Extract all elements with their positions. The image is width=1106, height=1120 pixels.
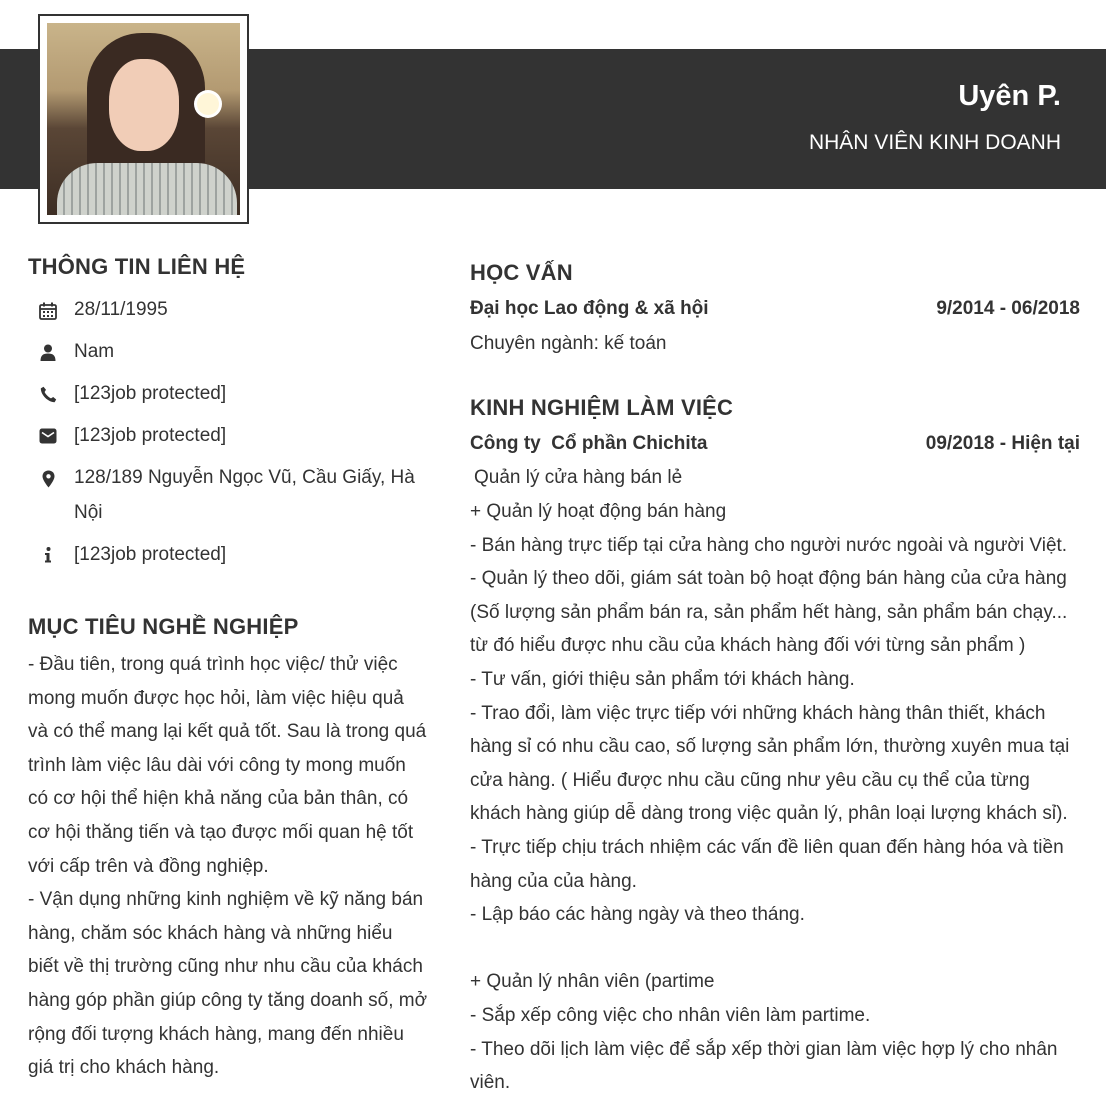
info-icon <box>38 537 58 563</box>
contact-info: [123job protected] <box>74 544 227 565</box>
phone-icon <box>38 376 58 403</box>
objective-section-title: MỤC TIÊU NGHỀ NGHIỆP <box>28 614 299 639</box>
education-major: Chuyên ngành: kế toán <box>470 333 667 354</box>
contact-item-address <box>28 460 428 530</box>
contact-birthday: 28/11/1995 <box>74 299 168 320</box>
objective-text: - Đầu tiên, trong quá trình học việc/ thử việc mong muốn được học hỏi, làm việc hiệu quả và có thể mang lại kết quả tốt. Sau là trong quá trình làm việc lâu dài với công ty mong muốn có cơ hội thể hiện khả năng của bản thân, có cơ hội thăng tiến và tạo được mối quan hệ tốt với cấp trên và đồng nghiệp. - Vận dụng những kinh nghiệm về kỹ năng bán hàng, chăm sóc khách hàng và những hiểu biết về thị trường cũng như nhu cầu của khách hàng góp phần giúp công ty tăng doanh số, mở rộng đối tượng khách hàng, mang đến nhiều giá trị cho khách hàng. <box>28 654 428 1079</box>
right-column <box>470 260 1080 1100</box>
envelope-icon <box>38 418 58 444</box>
user-icon <box>38 334 58 361</box>
contact-address: 128/189 Nguyễn Ngọc Vũ, Cầu Giấy, Hà Nội <box>74 467 415 523</box>
contact-item-info <box>28 537 428 572</box>
education-school: Đại học Lao động & xã hội <box>470 298 709 319</box>
candidate-name: Uyên P. <box>958 80 1061 112</box>
experience-section-title: KINH NGHIỆM LÀM VIỆC <box>470 395 734 420</box>
profile-photo <box>38 14 249 224</box>
contact-gender: Nam <box>74 341 115 362</box>
experience-period: 09/2018 - Hiện tại <box>925 433 1080 454</box>
contact-email: [123job protected] <box>74 425 227 446</box>
education-row <box>470 298 1080 320</box>
contact-section-title: THÔNG TIN LIÊN HỆ <box>28 254 246 279</box>
contact-item-gender <box>28 334 428 369</box>
contact-phone: [123job protected] <box>74 383 227 404</box>
experience-company: Công ty Cổ phần Chichita <box>470 433 708 454</box>
experience-role: Quản lý cửa hàng bán lẻ <box>474 467 683 488</box>
education-period: 9/2014 - 06/2018 <box>936 298 1080 319</box>
map-marker-icon <box>38 460 58 488</box>
education-section-title: HỌC VẤN <box>470 260 573 285</box>
contact-item-phone <box>28 376 428 411</box>
experience-description: + Quản lý hoạt động bán hàng - Bán hàng trực tiếp tại cửa hàng cho người nước ngoài và người Việt. - Quản lý theo dõi, giám sát toàn bộ hoạt động bán hàng của cửa hàng (Số lượng sản phẩm bán ra, sản phẩm hết hàng, sản phẩm bán chạy... từ đó hiểu được nhu cầu của khách hàng đối với từng sản phẩm ) - Tư vấn, giới thiệu sản phẩm tới khách hàng. - Trao đổi, làm việc trực tiếp với những khách hàng thân thiết, khách hàng sỉ có nhu cầu cao, số lượng sản phẩm lớn, thường xuyên mua tại cửa hàng. ( Hiểu được nhu cầu cũng như yêu cầu cụ thể của từng khách hàng giúp dễ dàng trong việc quản lý, phân loại lượng khách sỉ). - Trực tiếp chịu trách nhiệm các vấn đề liên quan đến hàng hóa và tiền hàng của của hàng. - Lập báo các hàng ngày và theo tháng. + Quản lý nhân viên (partime - Sắp xếp công việc cho nhân viên làm partime. - Theo dõi lịch làm việc để sắp xếp thời gian làm việc hợp lý cho nhân viên. <box>470 501 1070 1094</box>
contact-item-birthday <box>28 292 428 327</box>
experience-row <box>470 433 1080 455</box>
candidate-job-title: NHÂN VIÊN KINH DOANH <box>808 131 1061 154</box>
contact-item-email <box>28 418 428 453</box>
profile-photo-image <box>47 23 240 215</box>
calendar-icon <box>38 292 58 320</box>
left-column <box>28 254 428 1085</box>
contact-list <box>28 292 428 572</box>
